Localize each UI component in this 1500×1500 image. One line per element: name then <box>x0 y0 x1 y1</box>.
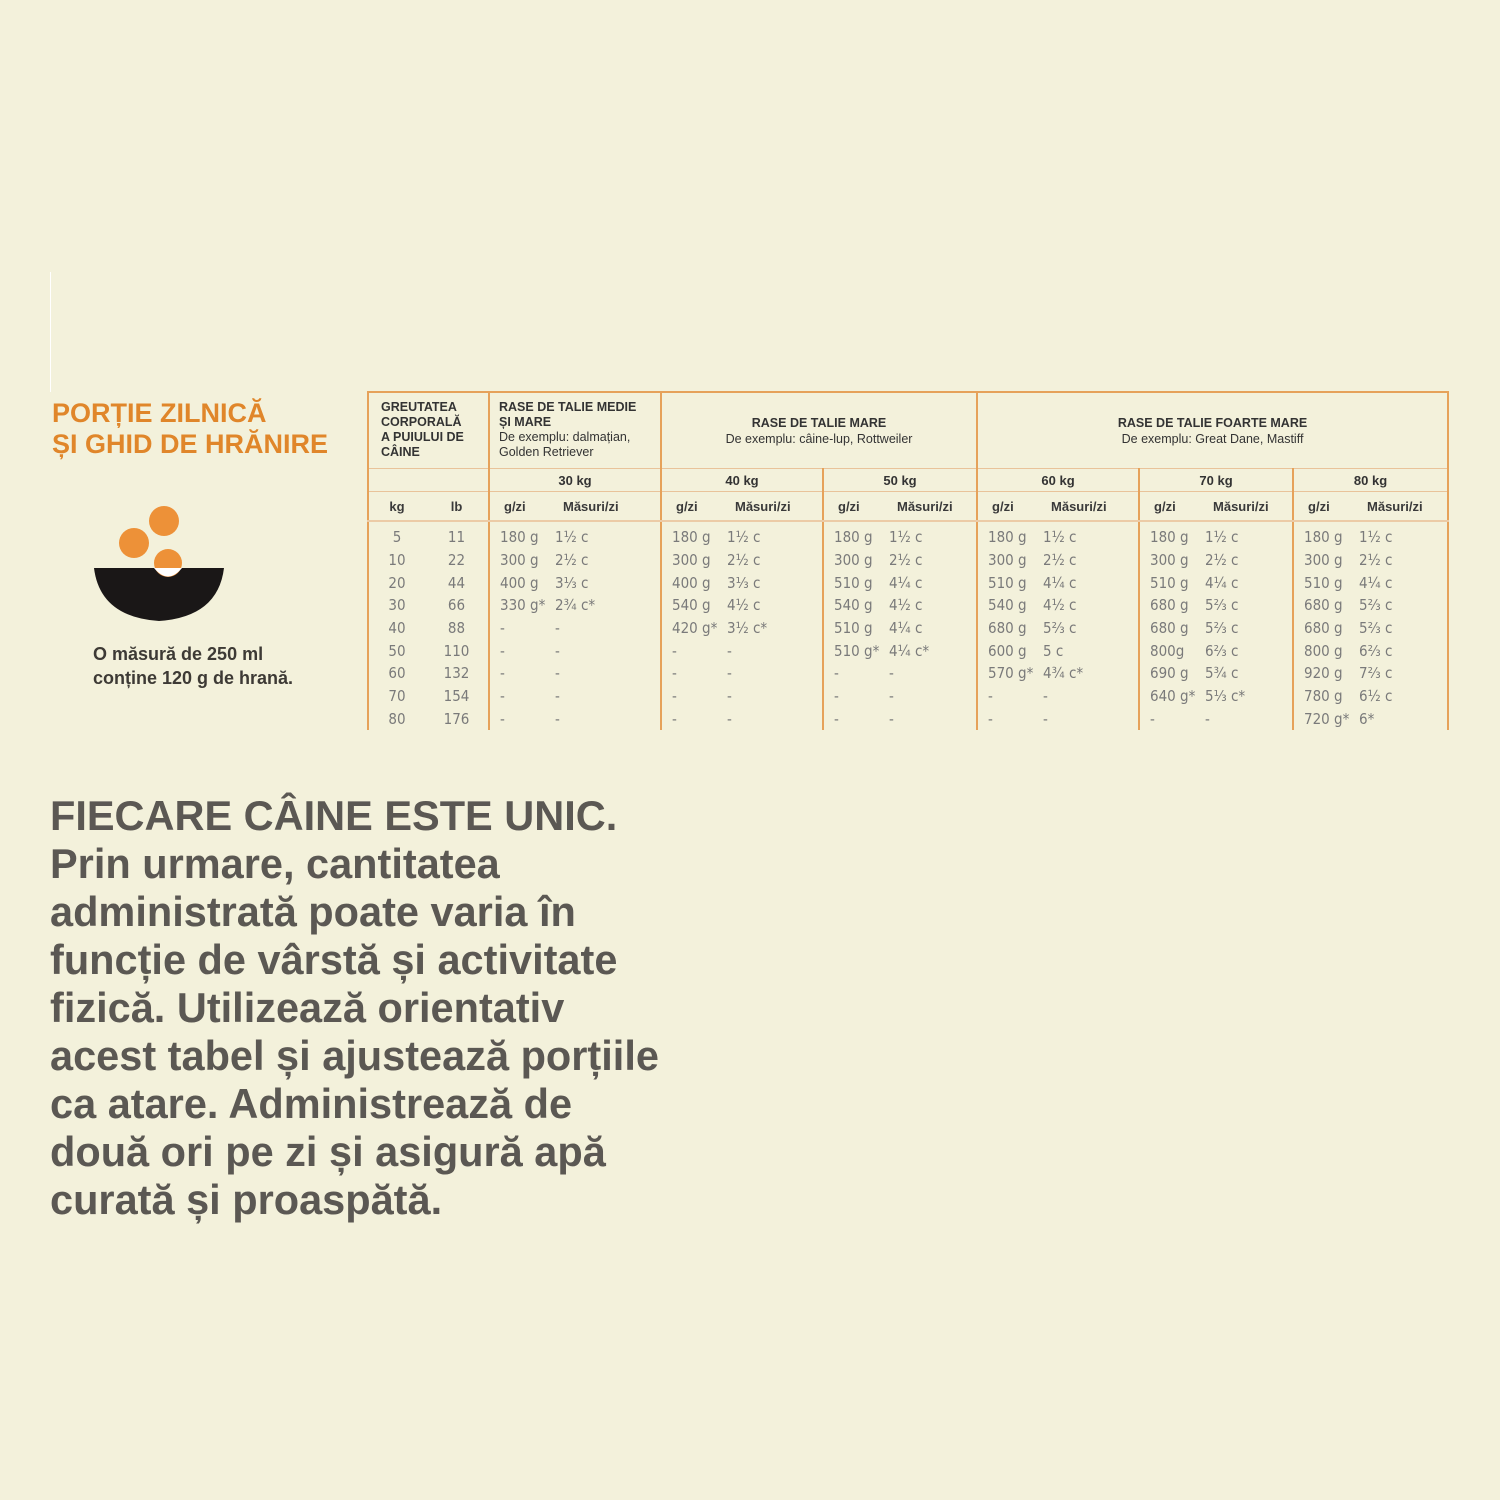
unit-row <box>368 492 1448 522</box>
guidance-line: administrată poate varia în <box>50 888 576 935</box>
unit-kg: kg <box>368 492 425 522</box>
kibble-piece <box>149 506 179 536</box>
measures-per-day: 2½ c <box>1043 551 1077 570</box>
unit-grams: g/zi <box>1293 492 1353 522</box>
guidance-line: funcție de vârstă și activitate <box>50 936 618 983</box>
table-row <box>368 639 1448 662</box>
measures-per-day: 2½ c <box>1205 551 1239 570</box>
grams-per-day: 180 g <box>823 526 883 549</box>
measures-per-day: 4½ c <box>889 596 923 615</box>
grams-per-day: 330 g* <box>489 594 549 617</box>
measures-per-day: 4¼ c <box>889 619 923 638</box>
grams-per-day: 180 g <box>489 526 549 549</box>
size-cell-empty <box>368 469 489 492</box>
feeding-table <box>367 391 1449 730</box>
unit-grams: g/zi <box>823 492 883 522</box>
xlarge-breeds-title: RASE DE TALIE FOARTE MARE <box>1117 415 1308 430</box>
adult-size: 70 kg <box>1139 469 1293 492</box>
table-row <box>368 708 1448 731</box>
weight-header-line: GREUTATEA <box>381 400 457 414</box>
grams-per-day: 570 g* <box>977 662 1037 685</box>
measures-per-day: 1½ c <box>727 528 761 547</box>
adult-size: 80 kg <box>1293 469 1448 492</box>
grams-per-day: 300 g <box>1139 549 1199 572</box>
measures-per-day: 2½ c <box>727 551 761 570</box>
guidance-line: curată și proaspătă. <box>50 1176 443 1223</box>
grams-per-day: 680 g <box>1293 594 1353 617</box>
table-row <box>368 571 1448 594</box>
grams-per-day: - <box>977 685 1037 708</box>
grams-per-day: 180 g <box>1139 526 1199 549</box>
unit-grams: g/zi <box>977 492 1037 522</box>
grams-per-day: 540 g <box>661 594 721 617</box>
guide-title-line: PORȚIE ZILNICĂ <box>52 398 267 428</box>
measures-per-day: 4¼ c <box>1353 571 1448 594</box>
grams-per-day: 420 g* <box>661 617 721 640</box>
guidance-line: ca atare. Administrează de <box>50 1080 573 1127</box>
measure-note-line: O măsură de 250 ml <box>93 644 264 664</box>
grams-per-day: 180 g <box>661 526 721 549</box>
measures-per-day: 5⅔ c <box>1205 619 1239 638</box>
puppy-weight-kg: 10 <box>368 549 425 572</box>
measures-per-day: 1½ c <box>1043 528 1077 547</box>
medium-breeds-title: RASE DE TALIE MEDIE <box>499 400 637 414</box>
measures-per-day: 2½ c <box>889 551 923 570</box>
puppy-weight-kg: 50 <box>368 639 425 662</box>
grams-per-day: - <box>823 685 883 708</box>
unit-measures: Măsuri/zi <box>549 492 661 522</box>
puppy-weight-lb: 176 <box>443 709 470 728</box>
measures-per-day: 5 c <box>1043 641 1064 660</box>
grams-per-day: 780 g <box>1293 685 1353 708</box>
large-breeds-title: RASE DE TALIE MARE <box>751 415 887 430</box>
grams-per-day: - <box>661 685 721 708</box>
grams-per-day: 300 g <box>489 549 549 572</box>
large-breeds-header <box>661 392 977 469</box>
unit-measures: Măsuri/zi <box>1199 492 1293 522</box>
medium-breeds-example: Golden Retriever <box>499 445 594 459</box>
grams-per-day: 180 g <box>977 526 1037 549</box>
measures-per-day: 5⅔ c <box>1353 594 1448 617</box>
grams-per-day: 680 g <box>1139 594 1199 617</box>
unit-lb: lb <box>425 492 489 522</box>
measures-per-day: 5⅓ c* <box>1205 687 1246 706</box>
adult-size: 30 kg <box>489 469 661 492</box>
measures-per-day: 1½ c <box>1205 528 1239 547</box>
measures-per-day: - <box>727 641 732 660</box>
measures-per-day: 3½ c* <box>727 619 768 638</box>
guide-title-line: ȘI GHID DE HRĂNIRE <box>52 429 329 459</box>
measures-per-day: 4½ c <box>727 596 761 615</box>
grams-per-day: 300 g <box>977 549 1037 572</box>
weight-header-line: CÂINE <box>381 445 420 459</box>
xlarge-breeds-example: De exemplu: Great Dane, Mastiff <box>1121 431 1304 446</box>
grams-per-day: 510 g* <box>823 639 883 662</box>
table-row <box>368 549 1448 572</box>
adult-size: 40 kg <box>661 469 823 492</box>
bowl-shape <box>94 568 224 621</box>
measures-per-day: 6⅔ c <box>1353 639 1448 662</box>
unit-grams: g/zi <box>661 492 721 522</box>
bowl-with-kibble-icon <box>92 505 226 625</box>
puppy-weight-kg: 5 <box>368 526 425 549</box>
measures-per-day: 2½ c <box>1353 549 1448 572</box>
grams-per-day: 690 g <box>1139 662 1199 685</box>
measures-per-day: - <box>555 641 560 660</box>
measures-per-day: - <box>555 709 560 728</box>
table-row <box>368 594 1448 617</box>
unit-grams: g/zi <box>1139 492 1199 522</box>
xlarge-breeds-header <box>977 392 1448 469</box>
grams-per-day: - <box>661 662 721 685</box>
medium-breeds-header <box>489 392 661 469</box>
guidance-line: două ori pe zi și asigură apă <box>50 1128 606 1175</box>
grams-per-day: 680 g <box>1139 617 1199 640</box>
measure-note-line: conține 120 g de hrană. <box>93 668 294 688</box>
grams-per-day: - <box>489 685 549 708</box>
guidance-paragraph <box>50 792 750 1224</box>
guidance-line: acest tabel și ajustează porțiile <box>50 1032 659 1079</box>
measures-per-day: 3⅓ c <box>555 573 589 592</box>
unit-grams: g/zi <box>489 492 549 522</box>
puppy-weight-lb: 11 <box>447 528 466 547</box>
grams-per-day: 920 g <box>1293 662 1353 685</box>
unit-measures: Măsuri/zi <box>1353 492 1448 522</box>
measures-per-day: 6⅔ c <box>1205 641 1239 660</box>
measures-per-day: 1½ c <box>1353 526 1448 549</box>
measures-per-day: - <box>555 664 560 683</box>
measures-per-day: 5⅔ c <box>1205 596 1239 615</box>
medium-breeds-example: De exemplu: dalmațian, <box>499 430 631 444</box>
measures-per-day: - <box>1043 687 1048 706</box>
weight-header-line: A PUIULUI DE <box>381 430 464 444</box>
measure-note <box>93 642 353 690</box>
grams-per-day: 300 g <box>823 549 883 572</box>
puppy-weight-kg: 30 <box>368 594 425 617</box>
table-row <box>368 662 1448 685</box>
kibble-piece <box>119 528 149 558</box>
grams-per-day: 510 g <box>977 571 1037 594</box>
measures-per-day: 1½ c <box>555 528 589 547</box>
measures-per-day: 4¼ c <box>889 573 923 592</box>
grams-per-day: 720 g* <box>1293 708 1353 731</box>
puppy-weight-kg: 70 <box>368 685 425 708</box>
grams-per-day: - <box>661 708 721 731</box>
measures-per-day: - <box>889 687 894 706</box>
grams-per-day: 180 g <box>1293 526 1353 549</box>
unit-measures: Măsuri/zi <box>721 492 823 522</box>
measures-per-day: - <box>1043 709 1048 728</box>
guidance-line: fizică. Utilizează orientativ <box>50 984 565 1031</box>
measures-per-day: 5¾ c <box>1205 664 1239 683</box>
measures-per-day: - <box>889 664 894 683</box>
grams-per-day: - <box>823 662 883 685</box>
grams-per-day: 540 g <box>977 594 1037 617</box>
grams-per-day: - <box>977 708 1037 731</box>
adult-size: 60 kg <box>977 469 1139 492</box>
weight-header-line: CORPORALĂ <box>381 415 462 429</box>
measures-per-day: - <box>727 664 732 683</box>
grams-per-day: 540 g <box>823 594 883 617</box>
guide-title <box>52 398 362 460</box>
puppy-weight-kg: 80 <box>368 708 425 731</box>
measures-per-day: 1½ c <box>889 528 923 547</box>
grams-per-day: - <box>489 617 549 640</box>
puppy-weight-lb: 88 <box>447 619 466 638</box>
guidance-line: Prin urmare, cantitatea <box>50 840 500 887</box>
table-row <box>368 617 1448 640</box>
grams-per-day: 640 g* <box>1139 685 1199 708</box>
grams-per-day: - <box>823 708 883 731</box>
grams-per-day: 300 g <box>661 549 721 572</box>
measures-per-day: 4½ c <box>1043 596 1077 615</box>
adult-size: 50 kg <box>823 469 977 492</box>
adult-size-row <box>368 469 1448 492</box>
medium-breeds-title: ȘI MARE <box>499 415 552 429</box>
measures-per-day: - <box>555 687 560 706</box>
puppy-weight-lb: 44 <box>447 573 466 592</box>
puppy-weight-lb: 66 <box>447 596 466 615</box>
grams-per-day: 510 g <box>823 571 883 594</box>
measures-per-day: 6½ c <box>1353 685 1448 708</box>
measures-per-day: 2½ c <box>555 551 589 570</box>
grams-per-day: 510 g <box>823 617 883 640</box>
grams-per-day: - <box>661 639 721 662</box>
grams-per-day: 300 g <box>1293 549 1353 572</box>
measures-per-day: 4¼ c <box>1205 573 1239 592</box>
grams-per-day: 510 g <box>1293 571 1353 594</box>
grams-per-day: 510 g <box>1139 571 1199 594</box>
grams-per-day: 680 g <box>1293 617 1353 640</box>
divider-line <box>50 272 51 392</box>
measures-per-day: 3⅓ c <box>727 573 761 592</box>
grams-per-day: - <box>489 662 549 685</box>
measures-per-day: 5⅔ c <box>1043 619 1077 638</box>
measures-per-day: - <box>1205 709 1210 728</box>
measures-per-day: 7⅔ c <box>1353 662 1448 685</box>
measures-per-day: 5⅔ c <box>1353 617 1448 640</box>
measures-per-day: 4¼ c* <box>889 641 930 660</box>
puppy-weight-kg: 20 <box>368 571 425 594</box>
puppy-weight-lb: 22 <box>447 551 466 570</box>
measures-per-day: - <box>727 709 732 728</box>
measures-per-day: 4¾ c* <box>1043 664 1084 683</box>
grams-per-day: - <box>489 639 549 662</box>
grams-per-day: 800 g <box>1293 639 1353 662</box>
puppy-weight-kg: 40 <box>368 617 425 640</box>
grams-per-day: - <box>1139 708 1199 731</box>
table-body <box>368 521 1448 730</box>
grams-per-day: 400 g <box>661 571 721 594</box>
large-breeds-example: De exemplu: câine-lup, Rottweiler <box>725 431 913 446</box>
grams-per-day: 400 g <box>489 571 549 594</box>
measures-per-day: 6* <box>1353 708 1448 731</box>
table-row <box>368 685 1448 708</box>
puppy-weight-kg: 60 <box>368 662 425 685</box>
measures-per-day: 2¾ c* <box>555 596 596 615</box>
table-row <box>368 526 1448 549</box>
measures-per-day: - <box>727 687 732 706</box>
weight-header <box>368 392 489 469</box>
grams-per-day: - <box>489 708 549 731</box>
puppy-weight-lb: 132 <box>443 664 470 683</box>
measures-per-day: 4¼ c <box>1043 573 1077 592</box>
table-group-header <box>368 392 1448 469</box>
measures-per-day: - <box>555 619 560 638</box>
guidance-line: FIECARE CÂINE ESTE UNIC. <box>50 792 618 839</box>
measures-per-day: - <box>889 709 894 728</box>
puppy-weight-lb: 154 <box>443 687 470 706</box>
puppy-weight-lb: 110 <box>443 641 470 660</box>
unit-measures: Măsuri/zi <box>1037 492 1139 522</box>
grams-per-day: 680 g <box>977 617 1037 640</box>
unit-measures: Măsuri/zi <box>883 492 977 522</box>
grams-per-day: 600 g <box>977 639 1037 662</box>
grams-per-day: 800g <box>1139 639 1199 662</box>
